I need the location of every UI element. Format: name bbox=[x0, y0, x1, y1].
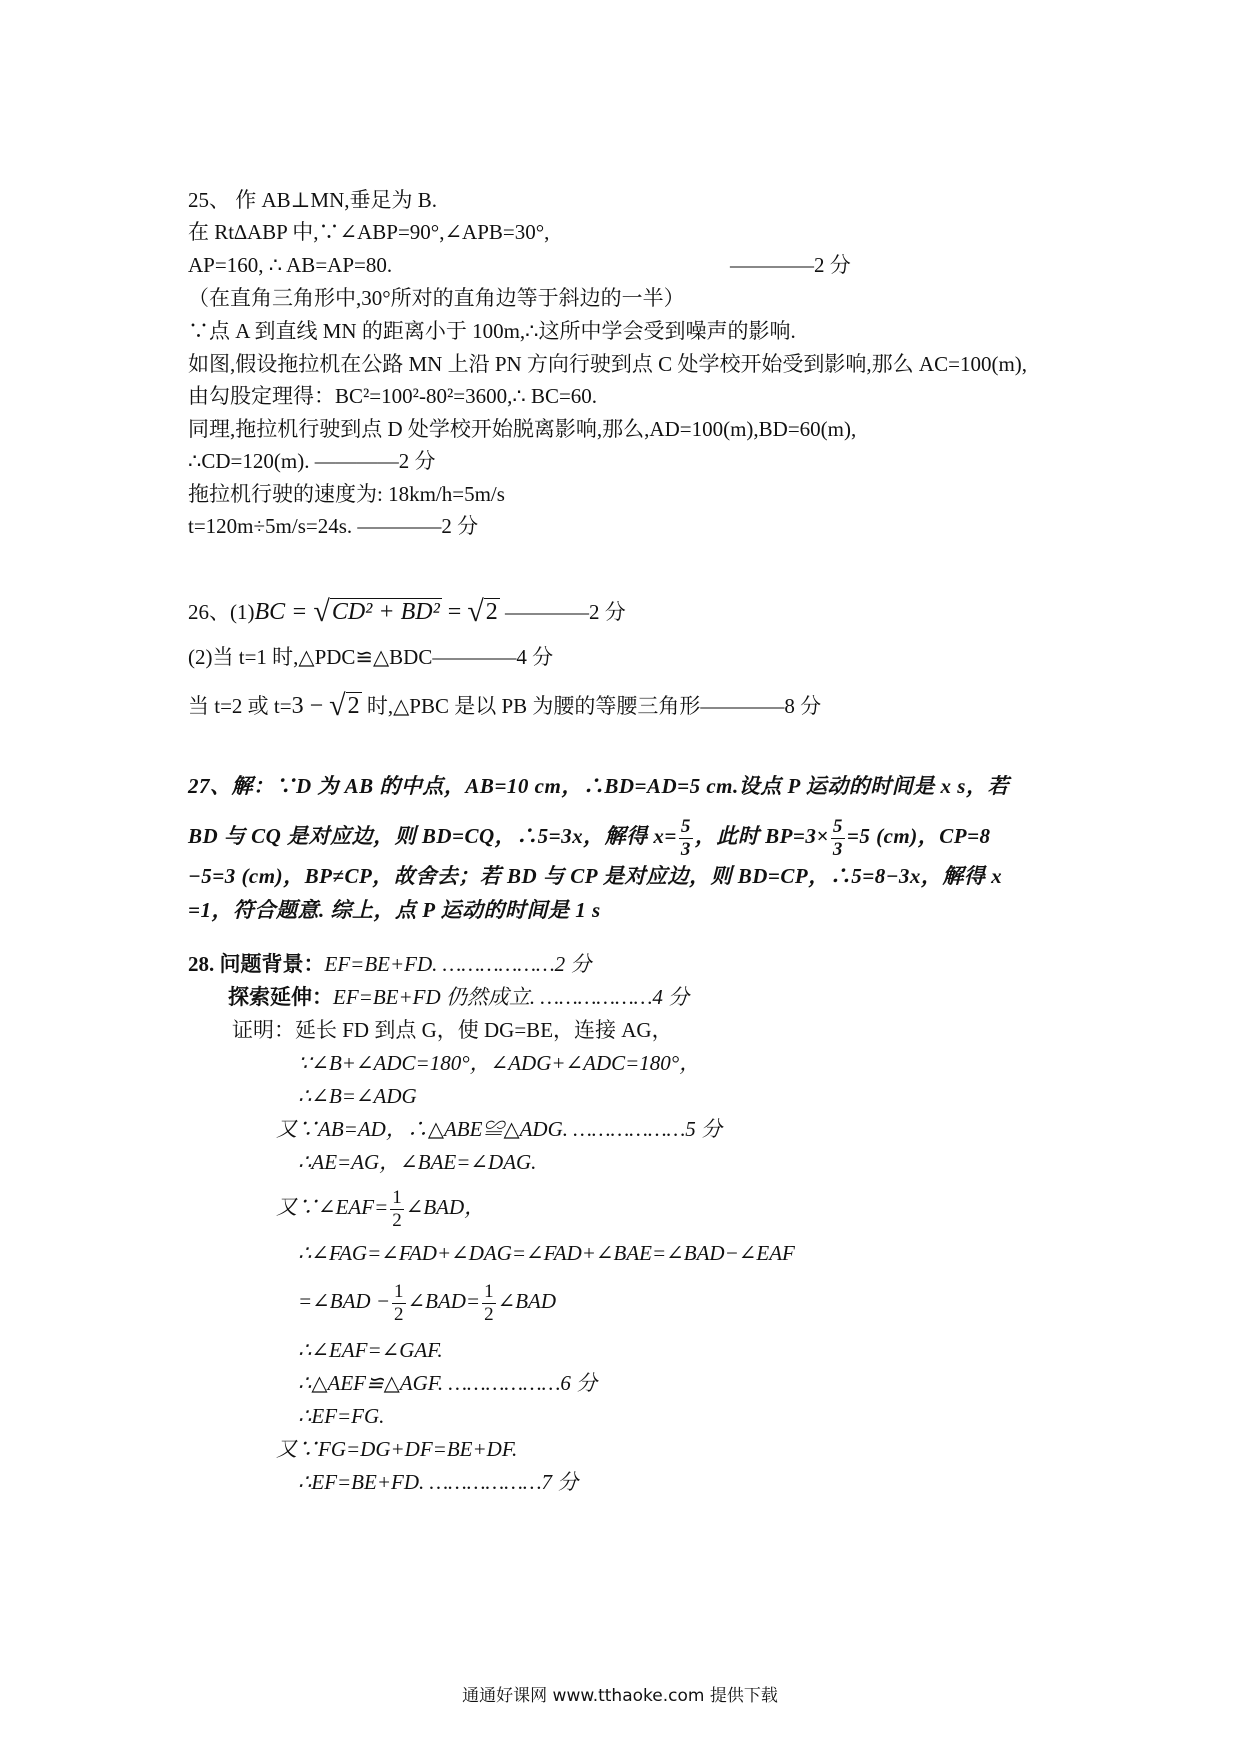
q26-part-2: (2)当 t=1 时,△PDC≌△BDC————4 分 bbox=[188, 645, 554, 669]
q28-line-3: 证明：延长 FD 到点 G，使 DG=BE，连接 AG， bbox=[232, 1018, 673, 1042]
q27-fraction-2: $\frac{5}{3}$ bbox=[832, 815, 843, 860]
q28-half-fraction-2: $\frac{1}{2}$ bbox=[394, 1280, 404, 1325]
q26-p3-suffix: 时,△PBC 是以 PB 为腰的等腰三角形————8 分 bbox=[361, 694, 822, 718]
q26-part-3 bbox=[188, 688, 821, 724]
q28-line-1: 28. 问题背景：EF=BE+FD. ………………2 分 bbox=[188, 952, 592, 976]
q28-line-13: ∴EF=FG. bbox=[298, 1404, 385, 1428]
q27-line-3: −5=3 (cm)，BP≠CP，故舍去；若 BD 与 CP 是对应边，则 BD=CP，∴5=8−3x，解得 x bbox=[188, 864, 1003, 888]
q28-line-10: =∠BAD − $\frac{1}{2}$ ∠BAD= $\frac{1}{2}$ ∠BAD bbox=[298, 1280, 557, 1325]
q26-part-1-score: ————2 分 bbox=[499, 600, 626, 624]
q28-line-4: ∵∠B+∠ADC=180°，∠ADG+∠ADC=180°， bbox=[298, 1051, 701, 1075]
q26-p3-prefix: 当 t=2 或 t= bbox=[188, 694, 292, 718]
q25-line-11: t=120m÷5m/s=24s. ————2 分 bbox=[188, 514, 479, 538]
q28-exploration-label: 探索延伸： bbox=[228, 985, 333, 1009]
q26-part-1 bbox=[188, 594, 626, 630]
q26-p3-sqrt-two: √2 bbox=[329, 689, 360, 722]
q28-line-9: ∴∠FAG=∠FAD+∠DAG=∠FAD+∠BAE=∠BAD−∠EAF bbox=[298, 1241, 795, 1265]
q25-line-2: 在 Rt∆ABP 中,∵∠ABP=90°,∠APB=30°, bbox=[188, 220, 550, 244]
q28-line-11: ∴∠EAF=∠GAF. bbox=[298, 1338, 443, 1362]
q27-line-4: =1，符合题意. 综上，点 P 运动的时间是 1 s bbox=[188, 898, 601, 922]
q25-line-7: 由勾股定理得：BC²=100²-80²=3600,∴ BC=60. bbox=[188, 384, 598, 408]
q28-line-2: 探索延伸：EF=BE+FD 仍然成立. ………………4 分 bbox=[228, 985, 690, 1009]
q28-half-fraction-1: $\frac{1}{2}$ bbox=[392, 1186, 402, 1231]
q28-line-14: 又∵FG=DG+DF=BE+DF. bbox=[276, 1437, 518, 1461]
q26-three-minus: 3 − bbox=[291, 693, 330, 719]
q28-line-8: 又∵∠EAF= $\frac{1}{2}$ ∠BAD， bbox=[276, 1186, 486, 1231]
q26-sqrt-two: √2 bbox=[467, 595, 498, 628]
q28-half-fraction-3: $\frac{1}{2}$ bbox=[484, 1280, 494, 1325]
q28-line-6: 又∵AB=AD，∴△ABE≌△ADG. ………………5 分 bbox=[276, 1117, 723, 1141]
q25-line-10: 拖拉机行驶的速度为: 18km/h=5m/s bbox=[188, 482, 505, 506]
q25-line-5: ∵点 A 到直线 MN 的距离小于 100m,∴这所中学会受到噪声的影响. bbox=[188, 319, 796, 343]
q25-line-8: 同理,拖拉机行驶到点 D 处学校开始脱离影响,那么,AD=100(m),BD=60(m), bbox=[188, 417, 857, 441]
q28-line-5: ∴∠B=∠ADG bbox=[298, 1084, 417, 1108]
q25-line-4: （在直角三角形中,30°所对的直角边等于斜边的一半） bbox=[188, 286, 685, 310]
q25-line-3-score: ————2 分 bbox=[730, 253, 851, 277]
q26-equals: = bbox=[441, 599, 468, 625]
q28-problem-background-label: 28. 问题背景： bbox=[188, 952, 325, 976]
q28-line-12: ∴△AEF≌△AGF. ………………6 分 bbox=[298, 1371, 598, 1395]
q27-line-2: BD 与 CQ 是对应边，则 BD=CQ，∴5=3x，解得 x= $\frac{5}{3}$ ，此时 BP=3× $\frac{5}{3}$ =5 (cm)，CP=8 bbox=[188, 815, 991, 860]
q27-line-1: 27、解：∵D 为 AB 的中点，AB=10 cm，∴BD=AD=5 cm.设点 P 运动的时间是 x s，若 bbox=[188, 774, 1009, 798]
q26-prefix: 26、(1) bbox=[188, 600, 255, 624]
q26-bc: BC = bbox=[254, 599, 314, 625]
q26-sqrt-expression: √CD² + BD² bbox=[313, 595, 440, 628]
q28-line-7: ∴AE=AG，∠BAE=∠DAG. bbox=[298, 1150, 537, 1174]
q25-line-1: 25、 作 AB⊥MN,垂足为 B. bbox=[188, 188, 438, 212]
q28-line-15: ∴EF=BE+FD. ………………7 分 bbox=[298, 1470, 579, 1494]
q27-fraction-1: $\frac{5}{3}$ bbox=[680, 815, 691, 860]
q25-line-3: AP=160, ∴ AB=AP=80. bbox=[188, 253, 393, 277]
page-footer: 通通好课网 www.tthaoke.com 提供下载 bbox=[462, 1686, 778, 1706]
q25-line-9: ∴CD=120(m). ————2 分 bbox=[188, 449, 436, 473]
q25-line-6: 如图,假设拖拉机在公路 MN 上沿 PN 方向行驶到点 C 处学校开始受到影响,那么 AC=100(m), bbox=[188, 352, 1028, 376]
